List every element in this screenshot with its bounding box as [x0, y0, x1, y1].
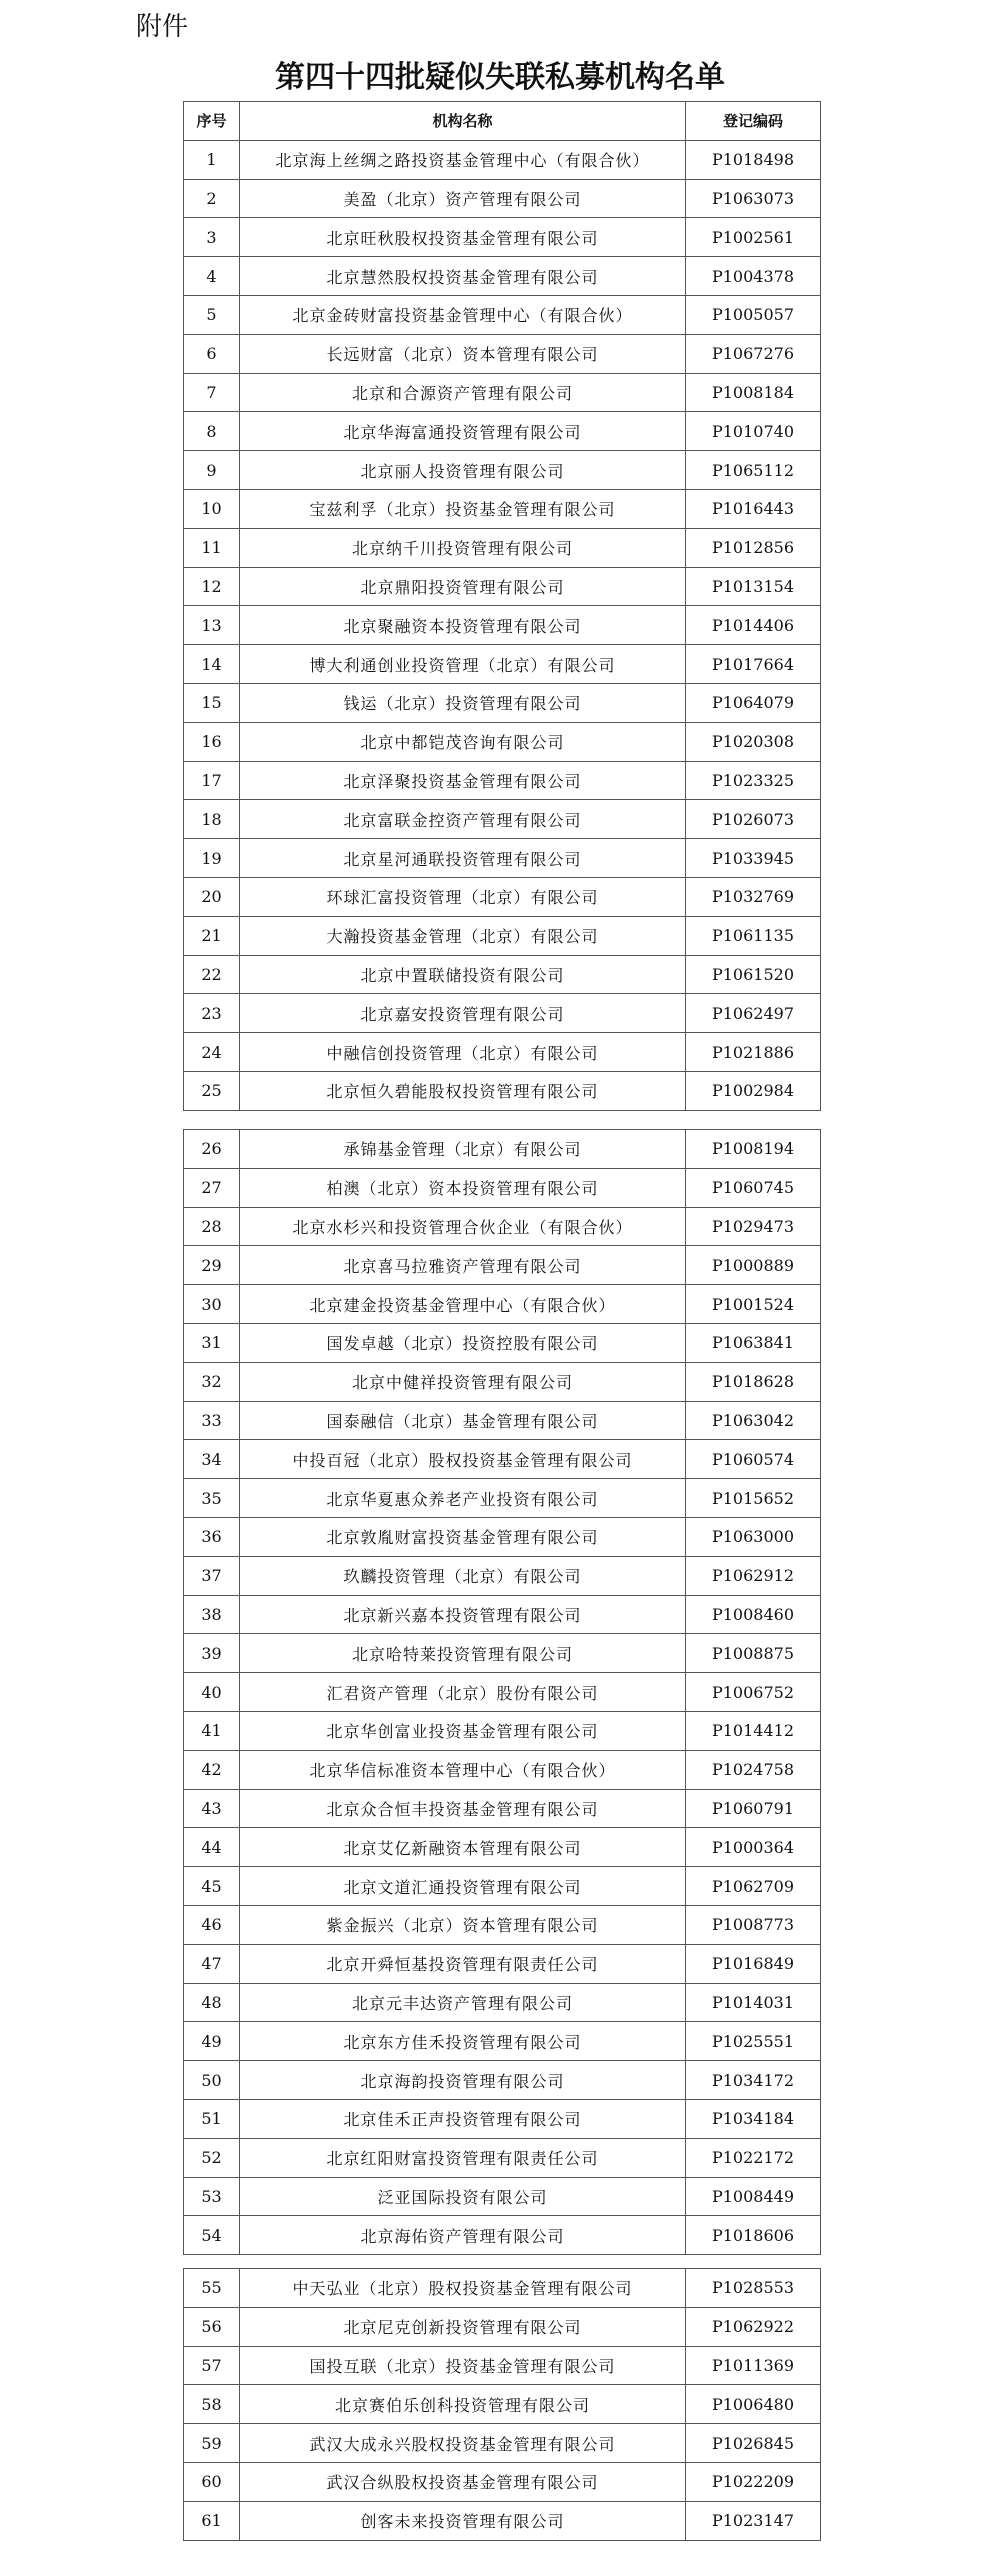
registration-code: P1002561: [686, 218, 821, 257]
registration-code: P1064079: [686, 683, 821, 722]
table-row: [184, 761, 821, 800]
institution-name: 北京新兴嘉本投资管理有限公司: [240, 1595, 686, 1634]
table-row: [184, 1168, 821, 1207]
institution-name: 中天弘业（北京）股权投资基金管理有限公司: [240, 2269, 686, 2308]
table-row: [184, 1750, 821, 1789]
row-number: 5: [184, 295, 240, 334]
table-row: [184, 1595, 821, 1634]
institution-name: 北京海佑资产管理有限公司: [240, 2216, 686, 2255]
table-row: [184, 877, 821, 916]
registration-code: P1062497: [686, 994, 821, 1033]
table-row: [184, 334, 821, 373]
institution-name: 北京哈特莱投资管理有限公司: [240, 1634, 686, 1673]
table-row: [184, 800, 821, 839]
row-number: 39: [184, 1634, 240, 1673]
institution-name: 玖麟投资管理（北京）有限公司: [240, 1556, 686, 1595]
institution-name: 柏澳（北京）资本投资管理有限公司: [240, 1168, 686, 1207]
registration-code: P1005057: [686, 295, 821, 334]
table-row: [184, 683, 821, 722]
institution-name: 国发卓越（北京）投资控股有限公司: [240, 1323, 686, 1362]
institution-name: 国泰融信（北京）基金管理有限公司: [240, 1401, 686, 1440]
table-row: [184, 2099, 821, 2138]
registration-code: P1023147: [686, 2501, 821, 2540]
institution-table-2: [183, 1129, 821, 2255]
row-number: 40: [184, 1673, 240, 1712]
row-number: 37: [184, 1556, 240, 1595]
institution-name: 紫金振兴（北京）资本管理有限公司: [240, 1905, 686, 1944]
institution-name: 北京海上丝绸之路投资基金管理中心（有限合伙）: [240, 140, 686, 179]
table-row: [184, 1323, 821, 1362]
row-number: 55: [184, 2269, 240, 2308]
registration-code: P1000889: [686, 1246, 821, 1285]
institution-name: 环球汇富投资管理（北京）有限公司: [240, 877, 686, 916]
row-number: 22: [184, 955, 240, 994]
page-title: 第四十四批疑似失联私募机构名单: [275, 60, 725, 95]
row-number: 33: [184, 1401, 240, 1440]
table-row: [184, 1285, 821, 1324]
row-number: 29: [184, 1246, 240, 1285]
table-row: [184, 179, 821, 218]
row-number: 52: [184, 2138, 240, 2177]
registration-code: P1060574: [686, 1440, 821, 1479]
registration-code: P1028553: [686, 2269, 821, 2308]
row-number: 41: [184, 1711, 240, 1750]
registration-code: P1012856: [686, 528, 821, 567]
row-number: 31: [184, 1323, 240, 1362]
registration-code: P1014412: [686, 1711, 821, 1750]
registration-code: P1008460: [686, 1595, 821, 1634]
table-row: [184, 2269, 821, 2308]
row-number: 42: [184, 1750, 240, 1789]
table-row: [184, 1207, 821, 1246]
institution-name: 北京慧然股权投资基金管理有限公司: [240, 257, 686, 296]
row-number: 35: [184, 1479, 240, 1518]
table-row: [184, 1479, 821, 1518]
row-number: 53: [184, 2177, 240, 2216]
registration-code: P1008449: [686, 2177, 821, 2216]
row-number: 51: [184, 2099, 240, 2138]
row-number: 50: [184, 2061, 240, 2100]
registration-code: P1062922: [686, 2307, 821, 2346]
registration-code: P1033945: [686, 839, 821, 878]
institution-name: 北京开舜恒基投资管理有限责任公司: [240, 1944, 686, 1983]
institution-name: 中投百冠（北京）股权投资基金管理有限公司: [240, 1440, 686, 1479]
table-row: [184, 2501, 821, 2540]
row-number: 48: [184, 1983, 240, 2022]
row-number: 36: [184, 1517, 240, 1556]
institution-name: 创客未来投资管理有限公司: [240, 2501, 686, 2540]
registration-code: P1026073: [686, 800, 821, 839]
registration-code: P1010740: [686, 412, 821, 451]
institution-name: 北京中健祥投资管理有限公司: [240, 1362, 686, 1401]
institution-name: 北京金砖财富投资基金管理中心（有限合伙）: [240, 295, 686, 334]
row-number: 14: [184, 645, 240, 684]
table-row: [184, 257, 821, 296]
row-number: 8: [184, 412, 240, 451]
registration-code: P1063841: [686, 1323, 821, 1362]
row-number: 1: [184, 140, 240, 179]
institution-name: 中融信创投资管理（北京）有限公司: [240, 1033, 686, 1072]
table-row: [184, 994, 821, 1033]
row-number: 45: [184, 1867, 240, 1906]
registration-code: P1067276: [686, 334, 821, 373]
table-row: [184, 722, 821, 761]
table-row: [184, 1905, 821, 1944]
row-number: 12: [184, 567, 240, 606]
row-number: 10: [184, 489, 240, 528]
row-number: 38: [184, 1595, 240, 1634]
institution-name: 国投互联（北京）投资基金管理有限公司: [240, 2346, 686, 2385]
row-number: 58: [184, 2385, 240, 2424]
row-number: 43: [184, 1789, 240, 1828]
table-row: [184, 489, 821, 528]
row-number: 56: [184, 2307, 240, 2346]
registration-code: P1008184: [686, 373, 821, 412]
institution-name: 北京尼克创新投资管理有限公司: [240, 2307, 686, 2346]
table-row: [184, 1440, 821, 1479]
registration-code: P1026845: [686, 2424, 821, 2463]
row-number: 20: [184, 877, 240, 916]
row-number: 27: [184, 1168, 240, 1207]
row-number: 61: [184, 2501, 240, 2540]
institution-table-1: [183, 101, 821, 1111]
registration-code: P1014406: [686, 606, 821, 645]
institution-name: 北京中置联储投资有限公司: [240, 955, 686, 994]
table-row: [184, 1362, 821, 1401]
institution-name: 北京华信标准资本管理中心（有限合伙）: [240, 1750, 686, 1789]
registration-code: P1006480: [686, 2385, 821, 2424]
registration-code: P1062912: [686, 1556, 821, 1595]
registration-code: P1029473: [686, 1207, 821, 1246]
registration-code: P1022172: [686, 2138, 821, 2177]
registration-code: P1008773: [686, 1905, 821, 1944]
registration-code: P1034172: [686, 2061, 821, 2100]
institution-name: 北京泽聚投资基金管理有限公司: [240, 761, 686, 800]
table-row: [184, 1033, 821, 1072]
registration-code: P1018628: [686, 1362, 821, 1401]
registration-code: P1004378: [686, 257, 821, 296]
row-number: 11: [184, 528, 240, 567]
table-row: [184, 567, 821, 606]
registration-code: P1061520: [686, 955, 821, 994]
institution-name: 北京敦胤财富投资基金管理有限公司: [240, 1517, 686, 1556]
institution-name: 北京赛伯乐创科投资管理有限公司: [240, 2385, 686, 2424]
table-row: [184, 1517, 821, 1556]
institution-name: 北京嘉安投资管理有限公司: [240, 994, 686, 1033]
row-number: 24: [184, 1033, 240, 1072]
row-number: 49: [184, 2022, 240, 2061]
institution-name: 武汉大成永兴股权投资基金管理有限公司: [240, 2424, 686, 2463]
row-number: 47: [184, 1944, 240, 1983]
registration-code: P1002984: [686, 1071, 821, 1110]
institution-name: 北京和合源资产管理有限公司: [240, 373, 686, 412]
registration-code: P1013154: [686, 567, 821, 606]
institution-name: 北京中都铠茂咨询有限公司: [240, 722, 686, 761]
registration-code: P1016849: [686, 1944, 821, 1983]
institution-name: 北京富联金控资产管理有限公司: [240, 800, 686, 839]
registration-code: P1061135: [686, 916, 821, 955]
institution-name: 钱运（北京）投资管理有限公司: [240, 683, 686, 722]
institution-name: 北京聚融资本投资管理有限公司: [240, 606, 686, 645]
registration-code: P1001524: [686, 1285, 821, 1324]
institution-name: 北京纳千川投资管理有限公司: [240, 528, 686, 567]
registration-code: P1032769: [686, 877, 821, 916]
institution-name: 美盈（北京）资产管理有限公司: [240, 179, 686, 218]
institution-name: 北京旺秋股权投资基金管理有限公司: [240, 218, 686, 257]
institution-name: 北京华创富业投资基金管理有限公司: [240, 1711, 686, 1750]
row-number: 7: [184, 373, 240, 412]
registration-code: P1021886: [686, 1033, 821, 1072]
table-row: [184, 2216, 821, 2255]
header-code: 登记编码: [686, 102, 821, 141]
table-row: [184, 2022, 821, 2061]
registration-code: P1065112: [686, 451, 821, 490]
registration-code: P1025551: [686, 2022, 821, 2061]
table-row: [184, 916, 821, 955]
row-number: 44: [184, 1828, 240, 1867]
table-row: [184, 2307, 821, 2346]
table-row: [184, 1711, 821, 1750]
institution-name: 北京华夏惠众养老产业投资有限公司: [240, 1479, 686, 1518]
row-number: 15: [184, 683, 240, 722]
row-number: 16: [184, 722, 240, 761]
institution-name: 北京海韵投资管理有限公司: [240, 2061, 686, 2100]
table-row: [184, 606, 821, 645]
table-row: [184, 373, 821, 412]
institution-name: 北京喜马拉雅资产管理有限公司: [240, 1246, 686, 1285]
registration-code: P1022209: [686, 2462, 821, 2501]
row-number: 54: [184, 2216, 240, 2255]
registration-code: P1017664: [686, 645, 821, 684]
institution-name: 长远财富（北京）资本管理有限公司: [240, 334, 686, 373]
table-row: [184, 2462, 821, 2501]
table-row: [184, 2061, 821, 2100]
registration-code: P1000364: [686, 1828, 821, 1867]
institution-name: 北京东方佳禾投资管理有限公司: [240, 2022, 686, 2061]
institution-name: 北京文道汇通投资管理有限公司: [240, 1867, 686, 1906]
registration-code: P1008875: [686, 1634, 821, 1673]
institution-name: 北京华海富通投资管理有限公司: [240, 412, 686, 451]
row-number: 2: [184, 179, 240, 218]
attachment-label: 附件: [136, 12, 189, 42]
registration-code: P1024758: [686, 1750, 821, 1789]
header-name: 机构名称: [240, 102, 686, 141]
row-number: 25: [184, 1071, 240, 1110]
row-number: 23: [184, 994, 240, 1033]
row-number: 18: [184, 800, 240, 839]
table-row: [184, 1867, 821, 1906]
registration-code: P1060745: [686, 1168, 821, 1207]
institution-name: 博大利通创业投资管理（北京）有限公司: [240, 645, 686, 684]
row-number: 28: [184, 1207, 240, 1246]
institution-name: 泛亚国际投资有限公司: [240, 2177, 686, 2216]
row-number: 26: [184, 1130, 240, 1169]
institution-name: 北京建金投资基金管理中心（有限合伙）: [240, 1285, 686, 1324]
registration-code: P1023325: [686, 761, 821, 800]
table-row: [184, 839, 821, 878]
registration-code: P1018498: [686, 140, 821, 179]
registration-code: P1063000: [686, 1517, 821, 1556]
registration-code: P1015652: [686, 1479, 821, 1518]
row-number: 57: [184, 2346, 240, 2385]
table-row: [184, 2177, 821, 2216]
table-row: [184, 2385, 821, 2424]
institution-name: 北京众合恒丰投资基金管理有限公司: [240, 1789, 686, 1828]
registration-code: P1008194: [686, 1130, 821, 1169]
registration-code: P1034184: [686, 2099, 821, 2138]
institution-table-3: [183, 2268, 821, 2541]
table-row: [184, 412, 821, 451]
institution-name: 北京水杉兴和投资管理合伙企业（有限合伙）: [240, 1207, 686, 1246]
row-number: 59: [184, 2424, 240, 2463]
table-row: [184, 528, 821, 567]
row-number: 46: [184, 1905, 240, 1944]
registration-code: P1063073: [686, 179, 821, 218]
row-number: 32: [184, 1362, 240, 1401]
table-row: [184, 1246, 821, 1285]
registration-code: P1062709: [686, 1867, 821, 1906]
institution-name: 北京元丰达资产管理有限公司: [240, 1983, 686, 2022]
table-row: [184, 218, 821, 257]
institution-name: 北京鼎阳投资管理有限公司: [240, 567, 686, 606]
table-row: [184, 1130, 821, 1169]
table-row: [184, 1944, 821, 1983]
institution-name: 北京佳禾正声投资管理有限公司: [240, 2099, 686, 2138]
row-number: 19: [184, 839, 240, 878]
row-number: 30: [184, 1285, 240, 1324]
institution-name: 北京艾亿新融资本管理有限公司: [240, 1828, 686, 1867]
institution-name: 北京星河通联投资管理有限公司: [240, 839, 686, 878]
row-number: 3: [184, 218, 240, 257]
table-row: [184, 1983, 821, 2022]
table-row: [184, 140, 821, 179]
institution-name: 北京丽人投资管理有限公司: [240, 451, 686, 490]
institution-name: 北京恒久碧能股权投资管理有限公司: [240, 1071, 686, 1110]
institution-name: 汇君资产管理（北京）股份有限公司: [240, 1673, 686, 1712]
table-row: [184, 1071, 821, 1110]
registration-code: P1063042: [686, 1401, 821, 1440]
table-header-row: [184, 102, 821, 141]
institution-name: 大瀚投资基金管理（北京）有限公司: [240, 916, 686, 955]
table-row: [184, 1556, 821, 1595]
registration-code: P1011369: [686, 2346, 821, 2385]
row-number: 21: [184, 916, 240, 955]
row-number: 4: [184, 257, 240, 296]
row-number: 13: [184, 606, 240, 645]
registration-code: P1006752: [686, 1673, 821, 1712]
table-row: [184, 295, 821, 334]
table-row: [184, 1828, 821, 1867]
table-row: [184, 451, 821, 490]
registration-code: P1020308: [686, 722, 821, 761]
row-number: 17: [184, 761, 240, 800]
registration-code: P1016443: [686, 489, 821, 528]
row-number: 6: [184, 334, 240, 373]
table-row: [184, 2346, 821, 2385]
registration-code: P1014031: [686, 1983, 821, 2022]
registration-code: P1018606: [686, 2216, 821, 2255]
header-no: 序号: [184, 102, 240, 141]
institution-name: 承锦基金管理（北京）有限公司: [240, 1130, 686, 1169]
institution-name: 北京红阳财富投资管理有限责任公司: [240, 2138, 686, 2177]
row-number: 34: [184, 1440, 240, 1479]
table-row: [184, 1401, 821, 1440]
row-number: 9: [184, 451, 240, 490]
table-row: [184, 2424, 821, 2463]
institution-name: 武汉合纵股权投资基金管理有限公司: [240, 2462, 686, 2501]
institution-name: 宝兹利孚（北京）投资基金管理有限公司: [240, 489, 686, 528]
table-row: [184, 2138, 821, 2177]
table-row: [184, 1634, 821, 1673]
table-row: [184, 1789, 821, 1828]
table-row: [184, 955, 821, 994]
table-row: [184, 1673, 821, 1712]
registration-code: P1060791: [686, 1789, 821, 1828]
row-number: 60: [184, 2462, 240, 2501]
table-row: [184, 645, 821, 684]
